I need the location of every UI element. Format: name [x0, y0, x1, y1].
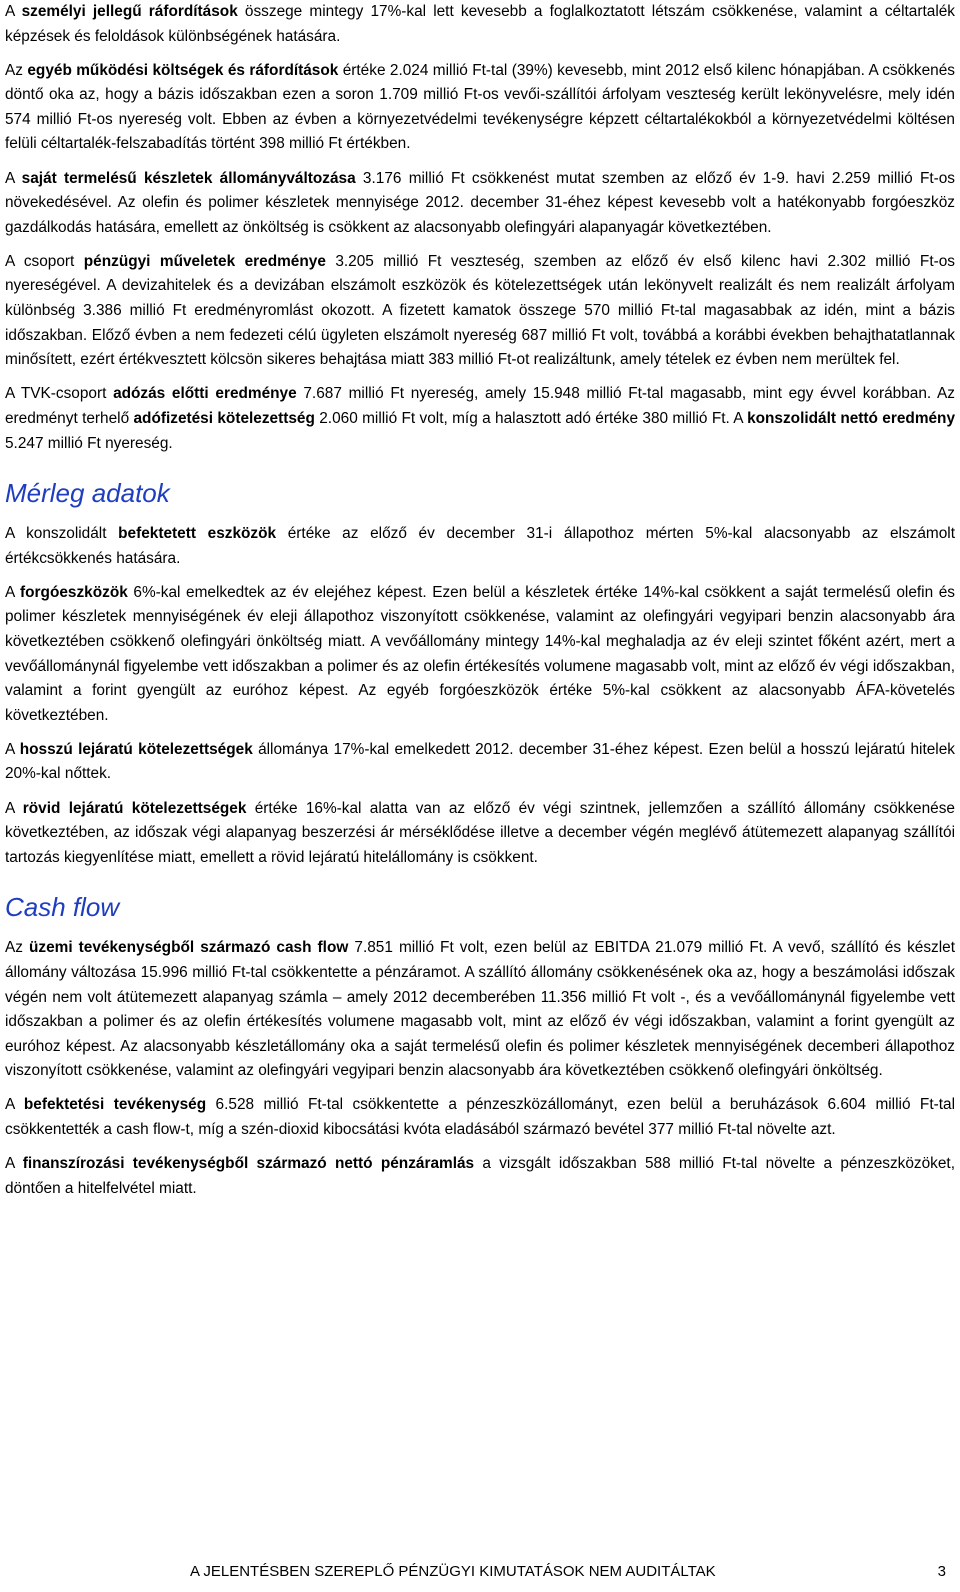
intro-paragraphs: [5, 0, 955, 456]
bold-term: konszolidált nettó eredmény: [747, 409, 956, 427]
text-run: a vizsgált időszakban 588 millió Ft-tal növelte a pénzeszközöket, döntően a hitelfelvétel miatt.: [5, 1155, 955, 1197]
text-run: értéke 16%-kal alatta van az előző év végi szintnek, jellemzően a szállító állomány csökkenése következtében, az időszak végi alapanyag beszerzési ár mérséklődése illetve a december végén meglévő átütemezett alapanyag szállítói tartozás kiegyenlítése miatt, emellett a rövid lejáratú hitelállomány is csökkent.: [5, 799, 955, 866]
bold-term: hosszú lejáratú kötelezettségek: [19, 740, 253, 758]
text-run: állománya 17%-kal emelkedett 2012. december 31-éhez képest. Ezen belül a hosszú lejáratú hitelek 20%-kal nőttek.: [5, 740, 955, 783]
bold-term: üzemi tevékenységből származó cash flow: [29, 939, 349, 957]
text-run: A TVK-csoport: [5, 385, 114, 403]
bold-term: rövid lejáratú kötelezettségek: [22, 799, 247, 817]
text-run: Az: [5, 61, 28, 79]
bold-term: befektetési tevékenység: [23, 1096, 207, 1114]
text-run: A konszolidált: [5, 525, 119, 543]
text-run: értéke az előző év december 31-i állapothoz mérten 5%-kal alacsonyabb az elszámolt értékcsökkenés hatására.: [5, 525, 955, 567]
paragraph-c1: [5, 936, 955, 1084]
paragraph-m1: [5, 522, 955, 571]
text-run: 5.247 millió Ft nyereség.: [5, 434, 173, 452]
section-title-merleg: Mérleg adatok: [5, 478, 170, 509]
bold-term: saját termelésű készletek állományváltozása: [21, 169, 356, 187]
bold-term: adófizetési kötelezettség: [133, 409, 315, 427]
paragraph-p4: [5, 250, 955, 373]
text-run: A: [5, 1155, 23, 1173]
paragraph-p3: [5, 167, 955, 241]
text-run: A: [5, 1096, 24, 1114]
footer-text: A JELENTÉSBEN SZEREPLŐ PÉNZÜGYI KIMUTATÁSOK NEM AUDITÁLTAK: [190, 1563, 716, 1580]
bold-term: befektetett eszközök: [118, 525, 277, 543]
text-run: A: [5, 3, 22, 20]
report-page: [5, 0, 955, 1211]
paragraph-m3: [5, 738, 955, 787]
section-title-cashflow: Cash flow: [5, 892, 120, 923]
text-run: A: [5, 583, 21, 601]
text-run: A: [5, 169, 22, 187]
paragraph-p5: [5, 382, 955, 456]
text-run: A: [5, 799, 23, 817]
text-run: 7.687 millió Ft nyereség, amely 15.948 millió Ft-tal magasabb, mint egy évvel korábban. Az eredményt terhelő: [5, 385, 955, 427]
paragraph-p2: [5, 59, 955, 157]
paragraph-m4: [5, 797, 955, 871]
text-run: Az: [5, 939, 30, 957]
text-run: 2.060 millió Ft volt, míg a halasztott adó értéke 380 millió Ft. A: [314, 409, 748, 427]
paragraph-p1: [5, 0, 955, 49]
section-cashflow-paragraphs: [5, 936, 955, 1201]
bold-term: pénzügyi műveletek eredménye: [83, 252, 326, 270]
text-run: A: [5, 740, 20, 758]
bold-term: finanszírozási tevékenységből származó nettó pénzáramlás: [22, 1155, 475, 1173]
text-run: 7.851 millió Ft volt, ezen belül az EBITDA 21.079 millió Ft. A vevő, szállító és készlet állomány változása 15.996 millió Ft-tal csökkentette a pénzáramot. A szállító állomány csökkenésének oka az, hogy a beszámolási időszak végén nem volt átütemezett alapanyag számla – amely 2012 decemberében 11.356 millió Ft volt -, és a vevőállománynál figyelembe vett időszakban a polimer és az olefin értékesítés volumene magasabb volt, mint az előző év végi időszakban, valamint a forint gyengült az euróhoz képest. Az alacsonyabb készletállomány oka a saját termelésű olefin és polimer készletek mennyiségének decemberi állapothoz viszonyított csökkenése, valamint az olefingyári vegyipari benzin alacsonyabb ára következtében csökkenő olefingyári önköltség.: [5, 939, 955, 1080]
text-run: értéke 2.024 millió Ft-tal (39%) kevesebb, mint 2012 első kilenc hónapjában. A csökkenés döntő oka az, hogy a bázis időszakban ezen a soron 1.709 millió Ft-os vevői-szállítói árfolyam veszteség került lekönyvelésre, mely idén 574 millió Ft-os nyereség volt. Ebben az évben a környezetvédelmi tevékenységre képzett céltartalékokból a környezetvédelmi költésen felüli céltartalék-felszabadítás történt 398 millió Ft értékben.: [5, 61, 955, 153]
page-number: 3: [937, 1563, 946, 1580]
section-merleg-paragraphs: [5, 522, 955, 870]
text-run: 3.205 millió Ft veszteség, szemben az előző év első kilenc havi 2.302 millió Ft-os nyereségével. A devizahitelek és a devizában elszámolt eszközök és kötelezettségek után lekönyvelt realizált és nem realizált árfolyam különbség 3.386 millió Ft eredményromlást okozott. A fizetett kamatok összege 570 millió Ft-tal magasabbak az idén, mint a bázis időszakban. Előző évben a nem fedezeti célú ügyleten elszámolt nyereség 687 millió Ft volt, továbbá a korábbi években behajthatatlannak minősített, ezért értékvesztett kölcsön sikeres behajtása miatt 383 millió Ft-ot realizáltunk, amely tételek ez évben nem merültek fel.: [5, 252, 955, 369]
bold-term: személyi jellegű ráfordítások: [21, 3, 238, 20]
bold-term: adózás előtti eredménye: [113, 385, 297, 403]
text-run: összege mintegy 17%-kal lett kevesebb a foglalkoztatott létszám csökkenése, valamint a céltartalék képzések és feloldások különbségének hatására.: [5, 3, 955, 45]
paragraph-c2: [5, 1093, 955, 1142]
text-run: 6%-kal emelkedtek az év elejéhez képest. Ezen belül a készletek értéke 14%-kal csökkent a saját termelésű olefin és polimer készletek mennyiségének év eleji állapothoz viszonyított csökkenése, valamint az olefingyári vegyipari benzin alacsonyabb ára következtében csökkenő olefingyári önköltség miatt. A vevőállomány mintegy 14%-kal meghaladja az év eleji szintet főként azért, mert a vevőállománynál figyelembe vett időszakban a polimer és az olefin értékesítés volumene magasabb volt, mint az előző év végi időszakban, valamint a forint gyengült az euróhoz képest. Az egyéb forgóeszközök értéke 5%-kal csökkent az alacsonyabb ÁFA-követelés következtében.: [5, 583, 955, 724]
text-run: 6.528 millió Ft-tal csökkentette a pénzeszközállományt, ezen belül a beruházások 6.604 millió Ft-tal csökkentették a cash flow-t, míg a szén-dioxid kibocsátási kvóta eladásából származó bevétel 377 millió Ft-tal növelte azt.: [5, 1096, 955, 1138]
text-run: A csoport: [5, 252, 84, 270]
bold-term: egyéb működési költségek és ráfordítások: [27, 61, 339, 79]
paragraph-c3: [5, 1152, 955, 1201]
paragraph-m2: [5, 581, 955, 729]
bold-term: forgóeszközök: [20, 583, 128, 601]
text-run: 3.176 millió Ft csökkenést mutat szemben az előző év 1-9. havi 2.259 millió Ft-os növekedésével. Az olefin és polimer készletek mennyisége 2012. december 31-éhez képest kevesebb volt a hatékonyabb forgóeszköz gazdálkodás hatására, emellett az önköltség is csökkent az alacsonyabb olefingyári alapanyagár következtében.: [5, 169, 956, 236]
